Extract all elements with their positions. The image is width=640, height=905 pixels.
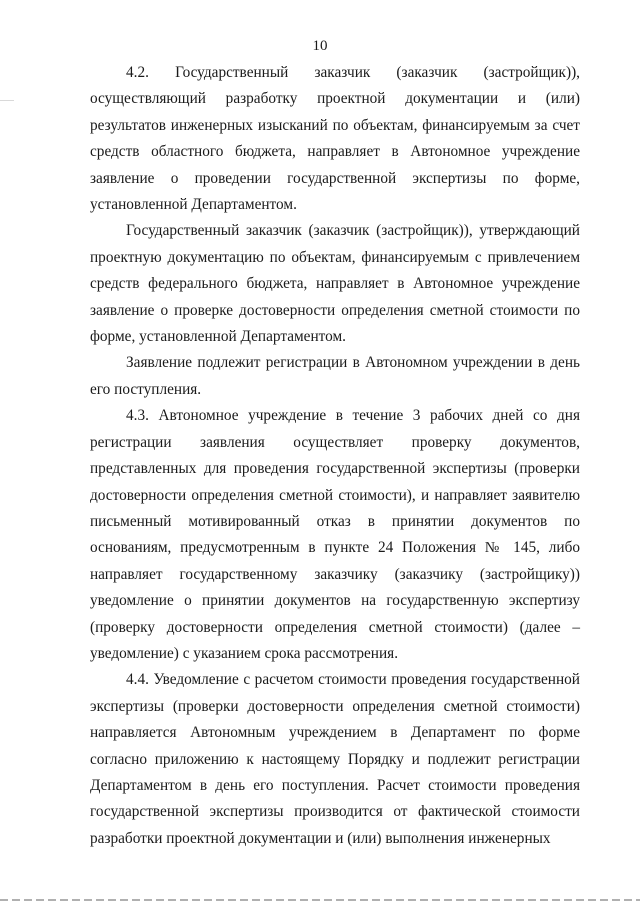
- page-number: 10: [312, 38, 328, 54]
- scan-bottom-edge: [0, 899, 640, 901]
- document-body: [90, 60, 580, 852]
- scan-edge-mark: [0, 100, 14, 101]
- paragraph-federal-budget: Государственный заказчик (заказчик (застройщик)), утверждающий проектную документацию по объектам, финансируемым с привлечением средств федерального бюджета, направляет в Автономное учреждение заявление о проверке достоверности определения сметной стоимости по форме, установленной Департаментом.: [90, 222, 580, 346]
- paragraph-registration: Заявление подлежит регистрации в Автономном учреждении в день его поступления.: [90, 354, 580, 398]
- paragraph-4-4: 4.4. Уведомление с расчетом стоимости проведения государственной экспертизы (проверки достоверности определения сметной стоимости) направляется Автономным учреждением в Департамент по форме согласно приложению к настоящему Порядку и подлежит регистрации Департаментом в день его поступления. Расчет стоимости проведения государственной экспертизы производится от фактической стоимости разработки проектной документации и (или) выполнения инженерных: [90, 671, 580, 847]
- paragraph-4-3: 4.3. Автономное учреждение в течение 3 рабочих дней со дня регистрации заявления осуществляет проверку документов, представленных для проведения государственной экспертизы (проверки достоверности определения сметной стоимости), и направляет заявителю письменный мотивированный отказ в принятии документов по основаниям, предусмотренным в пункте 24 Положения № 145, либо направляет государственному заказчику (заказчику (застройщику)) уведомление о принятии документов на государственную экспертизу (проверку достоверности определения сметной стоимости) (далее – уведомление) с указанием срока рассмотрения.: [90, 407, 580, 662]
- paragraph-4-2: 4.2. Государственный заказчик (заказчик (застройщик)), осуществляющий разработку проектной документации и (или) результатов инженерных изысканий по объектам, финансируемым за счет средств областного бюджета, направляет в Автономное учреждение заявление о проведении государственной экспертизы по форме, установленной Департаментом.: [90, 64, 580, 214]
